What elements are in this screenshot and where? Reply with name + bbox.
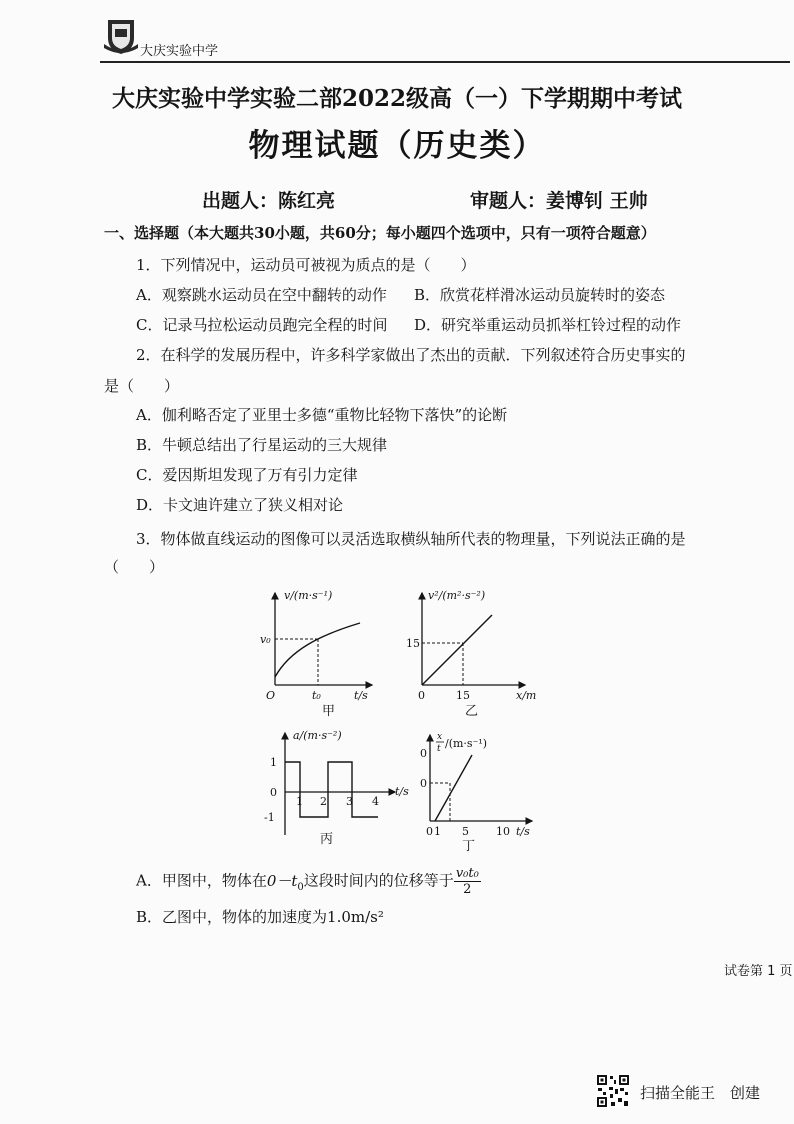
yi-origin: 0: [418, 689, 425, 702]
school-logo-icon: [102, 14, 140, 56]
jia-xmark: t₀: [312, 689, 321, 702]
q3-a-frac-num: v₀t₀: [455, 866, 479, 881]
q2-option-c: C．爱因斯坦发现了万有引力定律: [136, 466, 358, 484]
bing-xtick-3: 3: [346, 795, 353, 808]
ding-ylabel: /(m·s⁻¹): [445, 737, 488, 750]
bing-ylabel: a/(m·s⁻²): [293, 729, 342, 742]
q3-a-fraction: [454, 866, 481, 897]
yi-caption: 乙: [465, 704, 479, 719]
bing-ytick-1: 1: [270, 756, 277, 769]
q3-a-mid: 这段时间内的位移等于: [303, 871, 454, 890]
ding-xtick-10: 10: [496, 825, 510, 838]
ding-xtick-5: 5: [462, 825, 469, 838]
setter-label: 出题人：陈红亮: [202, 190, 336, 212]
q3-graphs: [250, 585, 550, 855]
ding-origin: 0: [426, 825, 433, 838]
graph-jia: [260, 589, 372, 719]
ding-caption: 丁: [462, 839, 476, 854]
q1-option-c: C．记录马拉松运动员跑完全程的时间: [136, 316, 388, 334]
reviewer-label: 审题人：姜博钊 王帅: [470, 190, 648, 212]
jia-xlabel: t/s: [354, 689, 368, 702]
bing-caption: 丙: [320, 832, 334, 847]
q2-option-b: B．牛顿总结出了行星运动的三大规律: [136, 436, 388, 454]
q3-option-a: [136, 866, 481, 897]
ding-ytick-top: 0: [420, 747, 427, 760]
page-number: 试卷第 1 页: [724, 964, 793, 979]
q3-a-range: [266, 871, 304, 893]
bing-ytick-neg1: -1: [264, 811, 275, 824]
q3-a-range-sub: 0: [297, 881, 304, 893]
graph-bing: [264, 729, 409, 847]
yi-xlabel: x/m: [516, 689, 537, 702]
q3-a-frac-den: 2: [463, 882, 472, 897]
yi-xmark: 15: [456, 689, 470, 702]
exam-subtitle: 物理试题（历史类）: [248, 128, 546, 164]
ding-line: [435, 755, 472, 821]
scanner-watermark: 扫描全能王 创建: [640, 1084, 761, 1102]
header-rule: [100, 61, 790, 63]
graph-yi: [406, 589, 536, 719]
bing-xtick-2: 2: [320, 795, 327, 808]
q3-a-prefix: A．甲图中，物体在: [136, 871, 267, 890]
q1-option-d: D．研究举重运动员抓举杠铃过程的动作: [414, 316, 682, 334]
q2-stem-line1: 2．在科学的发展历程中，许多科学家做出了杰出的贡献．下列叙述符合历史事实的: [136, 346, 686, 364]
jia-ymark: v₀: [260, 633, 271, 646]
ding-xtick-1: 1: [434, 825, 441, 838]
jia-caption: 甲: [322, 704, 336, 719]
q3-b-prefix: B．乙图中，物体的加速度为: [136, 908, 328, 926]
q1-option-b: B．欣赏花样滑冰运动员旋转时的姿态: [414, 286, 666, 304]
bing-ytick-0: 0: [270, 786, 277, 799]
bing-wave: [285, 762, 378, 817]
q2-stem-line2: 是（ ）: [104, 377, 180, 395]
q3-stem-line2: （ ）: [104, 558, 165, 576]
bing-xlabel: t/s: [395, 785, 409, 798]
q2-option-d: D．卡文迪许建立了狭义相对论: [136, 496, 344, 514]
q3-b-value: 1.0m/s²: [327, 908, 384, 926]
bing-xtick-1: 1: [296, 795, 303, 808]
ding-xlabel: t/s: [516, 825, 530, 838]
exam-title: 大庆实验中学实验二部2022级高（一）下学期期中考试: [111, 85, 682, 112]
yi-ylabel: v²/(m²·s⁻²): [428, 589, 486, 602]
q1-stem: 1．下列情况中，运动员可被视为质点的是（ ）: [136, 256, 476, 274]
q1-option-a: A．观察跳水运动员在空中翻转的动作: [136, 286, 387, 304]
ding-frac-num: x: [437, 732, 443, 742]
ding-frac-den: t: [437, 744, 441, 754]
q2-option-a: A．伽利略否定了亚里士多德“重物比轻物下落快”的论断: [136, 406, 508, 424]
q3-stem-line1: 3．物体做直线运动的图像可以灵活选取横纵轴所代表的物理量，下列说法正确的是: [136, 530, 686, 548]
yi-ymark: 15: [406, 637, 420, 650]
q3-option-b: [136, 906, 384, 927]
school-name: 大庆实验中学: [140, 44, 219, 59]
graph-ding: [420, 732, 532, 854]
qr-code-icon: [596, 1074, 630, 1108]
yi-line: [422, 615, 492, 685]
bing-xtick-4: 4: [372, 795, 379, 808]
section-heading: 一、选择题（本大题共30小题，共60分；每小题四个选项中，只有一项符合题意）: [104, 224, 656, 242]
jia-origin: O: [266, 689, 276, 702]
jia-ylabel: v/(m·s⁻¹): [284, 589, 333, 602]
ding-ytick-mid: 0: [420, 777, 427, 790]
q3-a-range-text: 0－t: [266, 871, 298, 890]
